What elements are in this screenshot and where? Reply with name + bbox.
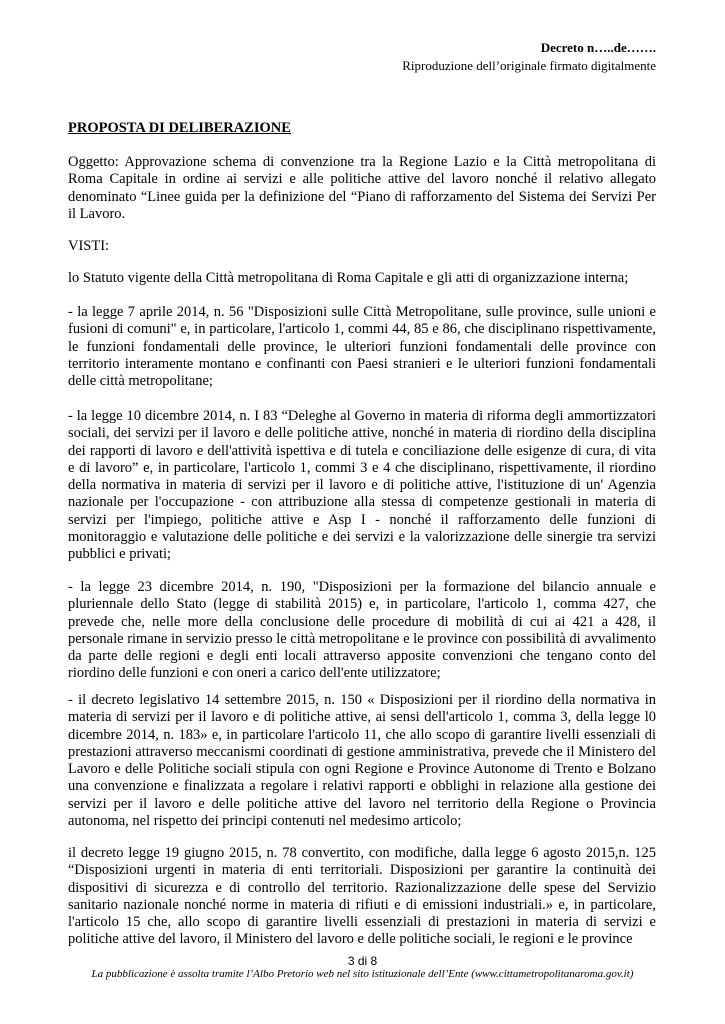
- reproduction-note: Riproduzione dell’originale firmato digitalmente: [402, 58, 656, 73]
- decree-number: Decreto n…..de…….: [540, 40, 656, 55]
- law-190-2014-paragraph: - la legge 23 dicembre 2014, n. 190, "Disposizioni per la formazione del bilancio annuale e pluriennale dello Stato (legge di stabilità 2015) e, in particolare, l'articolo 1, comma 427, che prevede che, nelle more della conclusione delle procedure di mobilità di cui ai 421 a 428, il personale rimane in servizio presso le città metropolitane e le province con possibilità di avvalimento da parte delle regioni e degli enti locali attraverso apposite convenzioni che tengano conto del riordino delle funzioni e con oneri a carico dell'ente utilizzatore;: [68, 579, 656, 682]
- decree-78-2015-paragraph: il decreto legge 19 giugno 2015, n. 78 convertito, con modifiche, dalla legge 6 agosto 2015,n. 125 “Disposizioni urgenti in materia di enti territoriali. Disposizioni per garantire la continuità dei dispositivi di sicurezza e di controllo del territorio. Razionalizzazione delle spese del Servizio sanitario nazionale nonché norme in materia di rifiuti e di emissioni industriali.» e, in particolare, l'articolo 15 che, allo scopo di garantire livelli essenziali di prestazioni in materia di servizi e politiche attive del lavoro, il Ministero del lavoro e delle politiche sociali, le regioni e le province: [68, 845, 656, 948]
- visti-heading: VISTI:: [68, 238, 110, 254]
- publication-footer: La pubblicazione è assolta tramite l’Albo Pretorio web nel sito istituzionale dell’Ente (www.cittametropolitanaroma.gov.it): [91, 968, 634, 980]
- law-183-2014-paragraph: - la legge 10 dicembre 2014, n. I 83 “Deleghe al Governo in materia di riforma degli ammortizzatori sociali, dei servizi per il lavoro e delle politiche attive, nonché in materia di riordino della disciplina dei rapporti di lavoro e dell'attività ispettiva e di tutela e conciliazione delle esigenze di cura, di vita e di lavoro” e, in particolare, l'articolo 1, commi 3 e 4 che disciplinano, rispettivamente, il riordino della normativa in materia di servizi per il lavoro e di politiche attive, l'istituzione di un' Agenzia nazionale per l'occupazione - con attribuzione alla stessa di competenze gestionali in materia di servizi per l'impiego, politiche attive e Asp I - nonché il rafforzamento delle funzioni di monitoraggio e valutazione delle politiche e dei servizi e la valorizzazione delle sinergie tra servizi pubblici e privati;: [68, 408, 656, 563]
- page-number: 3 di 8: [347, 954, 378, 968]
- law-56-2014-paragraph: - la legge 7 aprile 2014, n. 56 "Disposizioni sulle Città Metropolitane, sulle province, sulle unioni e fusioni di comuni" e, in particolare, l'articolo 1, commi 44, 85 e 86, che disciplinano rispettivamente, le funzioni fondamentali delle province, le ulteriori funzioni fondamentali delle province con territorio interamente montano e confinanti con Paesi stranieri e le ulteriori funzioni fondamentali delle città metropolitane;: [68, 304, 656, 390]
- decree-150-2015-paragraph: - il decreto legislativo 14 settembre 2015, n. 150 « Disposizioni per il riordino della normativa in materia di servizi per il lavoro e di politiche attive, ai sensi dell'articolo 1, comma 3, della legge l0 dicembre 2014, n. 183» e, in particolare l'articolo 11, che allo scopo di garantire livelli essenziali di prestazioni attraverso meccanismi coordinati di gestione amministrativa, prevede che il Ministero del Lavoro e delle Politiche sociali stipula con ogni Regione e Province Autonome di Trento e Bolzano una convenzione e finalizzata a regolare i relativi rapporti e obblighi in relazione alla gestione dei servizi per il lavoro e delle politiche attive del lavoro nel territorio della Regione o Provincia autonoma, nel rispetto dei principi contenuti nel medesimo articolo;: [68, 692, 656, 830]
- statute-paragraph: lo Statuto vigente della Città metropolitana di Roma Capitale e gli atti di organizzazione interna;: [68, 270, 629, 286]
- document-title: PROPOSTA DI DELIBERAZIONE: [68, 120, 291, 136]
- subject-paragraph: Oggetto: Approvazione schema di convenzione tra la Regione Lazio e la Città metropolitana di Roma Capitale in ordine ai servizi e alle politiche attive del lavoro nonché il relativo allegato denominato “Linee guida per la definizione del “Piano di rafforzamento del Sistema dei Servizi Per il Lavoro.: [68, 154, 656, 222]
